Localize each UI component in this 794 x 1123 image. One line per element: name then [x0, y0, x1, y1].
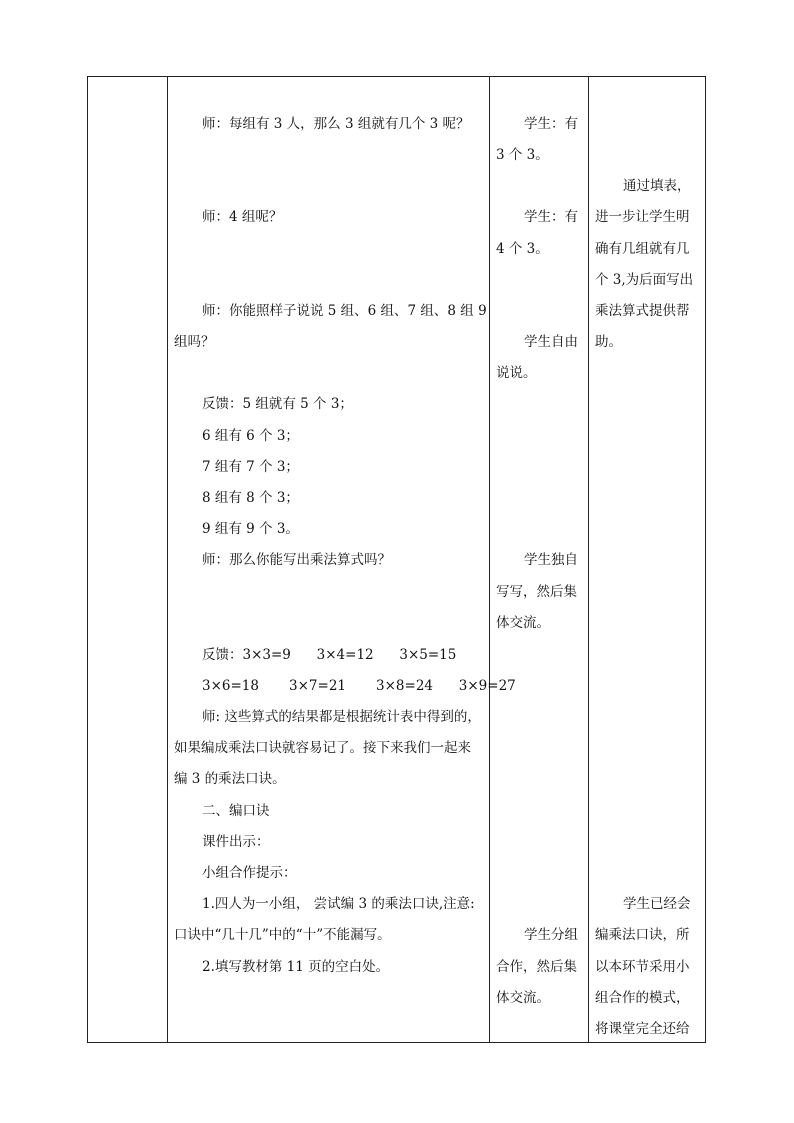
text-line: 将课堂完全还给 [595, 1021, 690, 1037]
text-line: 学生自由 [524, 334, 578, 350]
text-line: 助。 [595, 334, 622, 350]
text-line: 反馈：3×3=9 3×4=12 3×5=15 [202, 647, 457, 663]
text-line: 编乘法口诀，所 [595, 927, 690, 943]
text-line: 师：你能照样子说说 5 组、6 组、7 组、8 组 9 [202, 303, 487, 319]
text-line: 学生已经会 [623, 896, 691, 912]
text-line: 1.四人为一小组， 尝试编 3 的乘法口诀,注意: [202, 896, 475, 912]
text-line: 通过填表， [623, 178, 691, 194]
text-line: 8 组有 8 个 3； [202, 490, 299, 506]
text-line: 7 组有 7 个 3； [202, 459, 299, 475]
text-line: 体交流。 [496, 615, 550, 631]
text-line: 学生：有 [524, 209, 578, 225]
text-line: 课件出示： [202, 834, 270, 850]
text-line: 体交流。 [496, 990, 550, 1006]
text-line: 学生分组 [524, 927, 578, 943]
text-line: 师: 这些算式的结果都是根据统计表中得到的， [202, 709, 481, 725]
text-line: 说说。 [496, 365, 537, 381]
text-line: 写写，然后集 [496, 584, 577, 600]
text-line: 以本环节采用小 [595, 959, 690, 975]
empty-left-cell [88, 77, 167, 1042]
text-line: 9 组有 9 个 3。 [202, 521, 299, 537]
text-line: 师：那么你能写出乘法算式吗？ [202, 552, 391, 568]
text-line: 师：每组有 3 人，那么 3 组就有几个 3 呢？ [202, 116, 470, 132]
text-line: 小组合作提示： [202, 865, 297, 881]
text-line: 学生独自 [524, 552, 578, 568]
text-line: 个 3,为后面写出 [595, 272, 694, 288]
text-line: 6 组有 6 个 3； [202, 428, 299, 444]
text-line: 3×6=18 3×7=21 3×8=24 3×9=27 [202, 678, 516, 694]
text-line: 学生：有 [524, 116, 578, 132]
text-line: 师：4 组呢？ [202, 209, 283, 225]
text-line: 编 3 的乘法口诀。 [174, 771, 286, 787]
text-line: 4 个 3。 [496, 241, 549, 257]
text-line: 组合作的模式， [595, 990, 690, 1006]
text-line: 3 个 3。 [496, 147, 549, 163]
design-intent-cell [589, 77, 706, 1042]
text-line: 组吗？ [174, 334, 215, 350]
section-heading: 二、编口诀 [202, 803, 270, 819]
text-line: 如果编成乘法口诀就容易记了。接下来我们一起来 [174, 740, 471, 756]
text-line: 合作，然后集 [496, 959, 577, 975]
text-line: 乘法算式提供帮 [595, 303, 690, 319]
text-line: 反馈：5 组就有 5 个 3； [202, 396, 353, 412]
text-line: 口诀中“几十几”中的“十”不能漏写。 [174, 927, 391, 943]
lesson-plan-table [87, 76, 706, 1043]
student-activity-cell [490, 77, 588, 1042]
text-line: 进一步让学生明 [595, 209, 690, 225]
text-line: 2.填写教材第 11 页的空白处。 [202, 959, 390, 975]
teaching-process-cell [168, 77, 516, 1042]
text-line: 确有几组就有几 [595, 241, 690, 257]
